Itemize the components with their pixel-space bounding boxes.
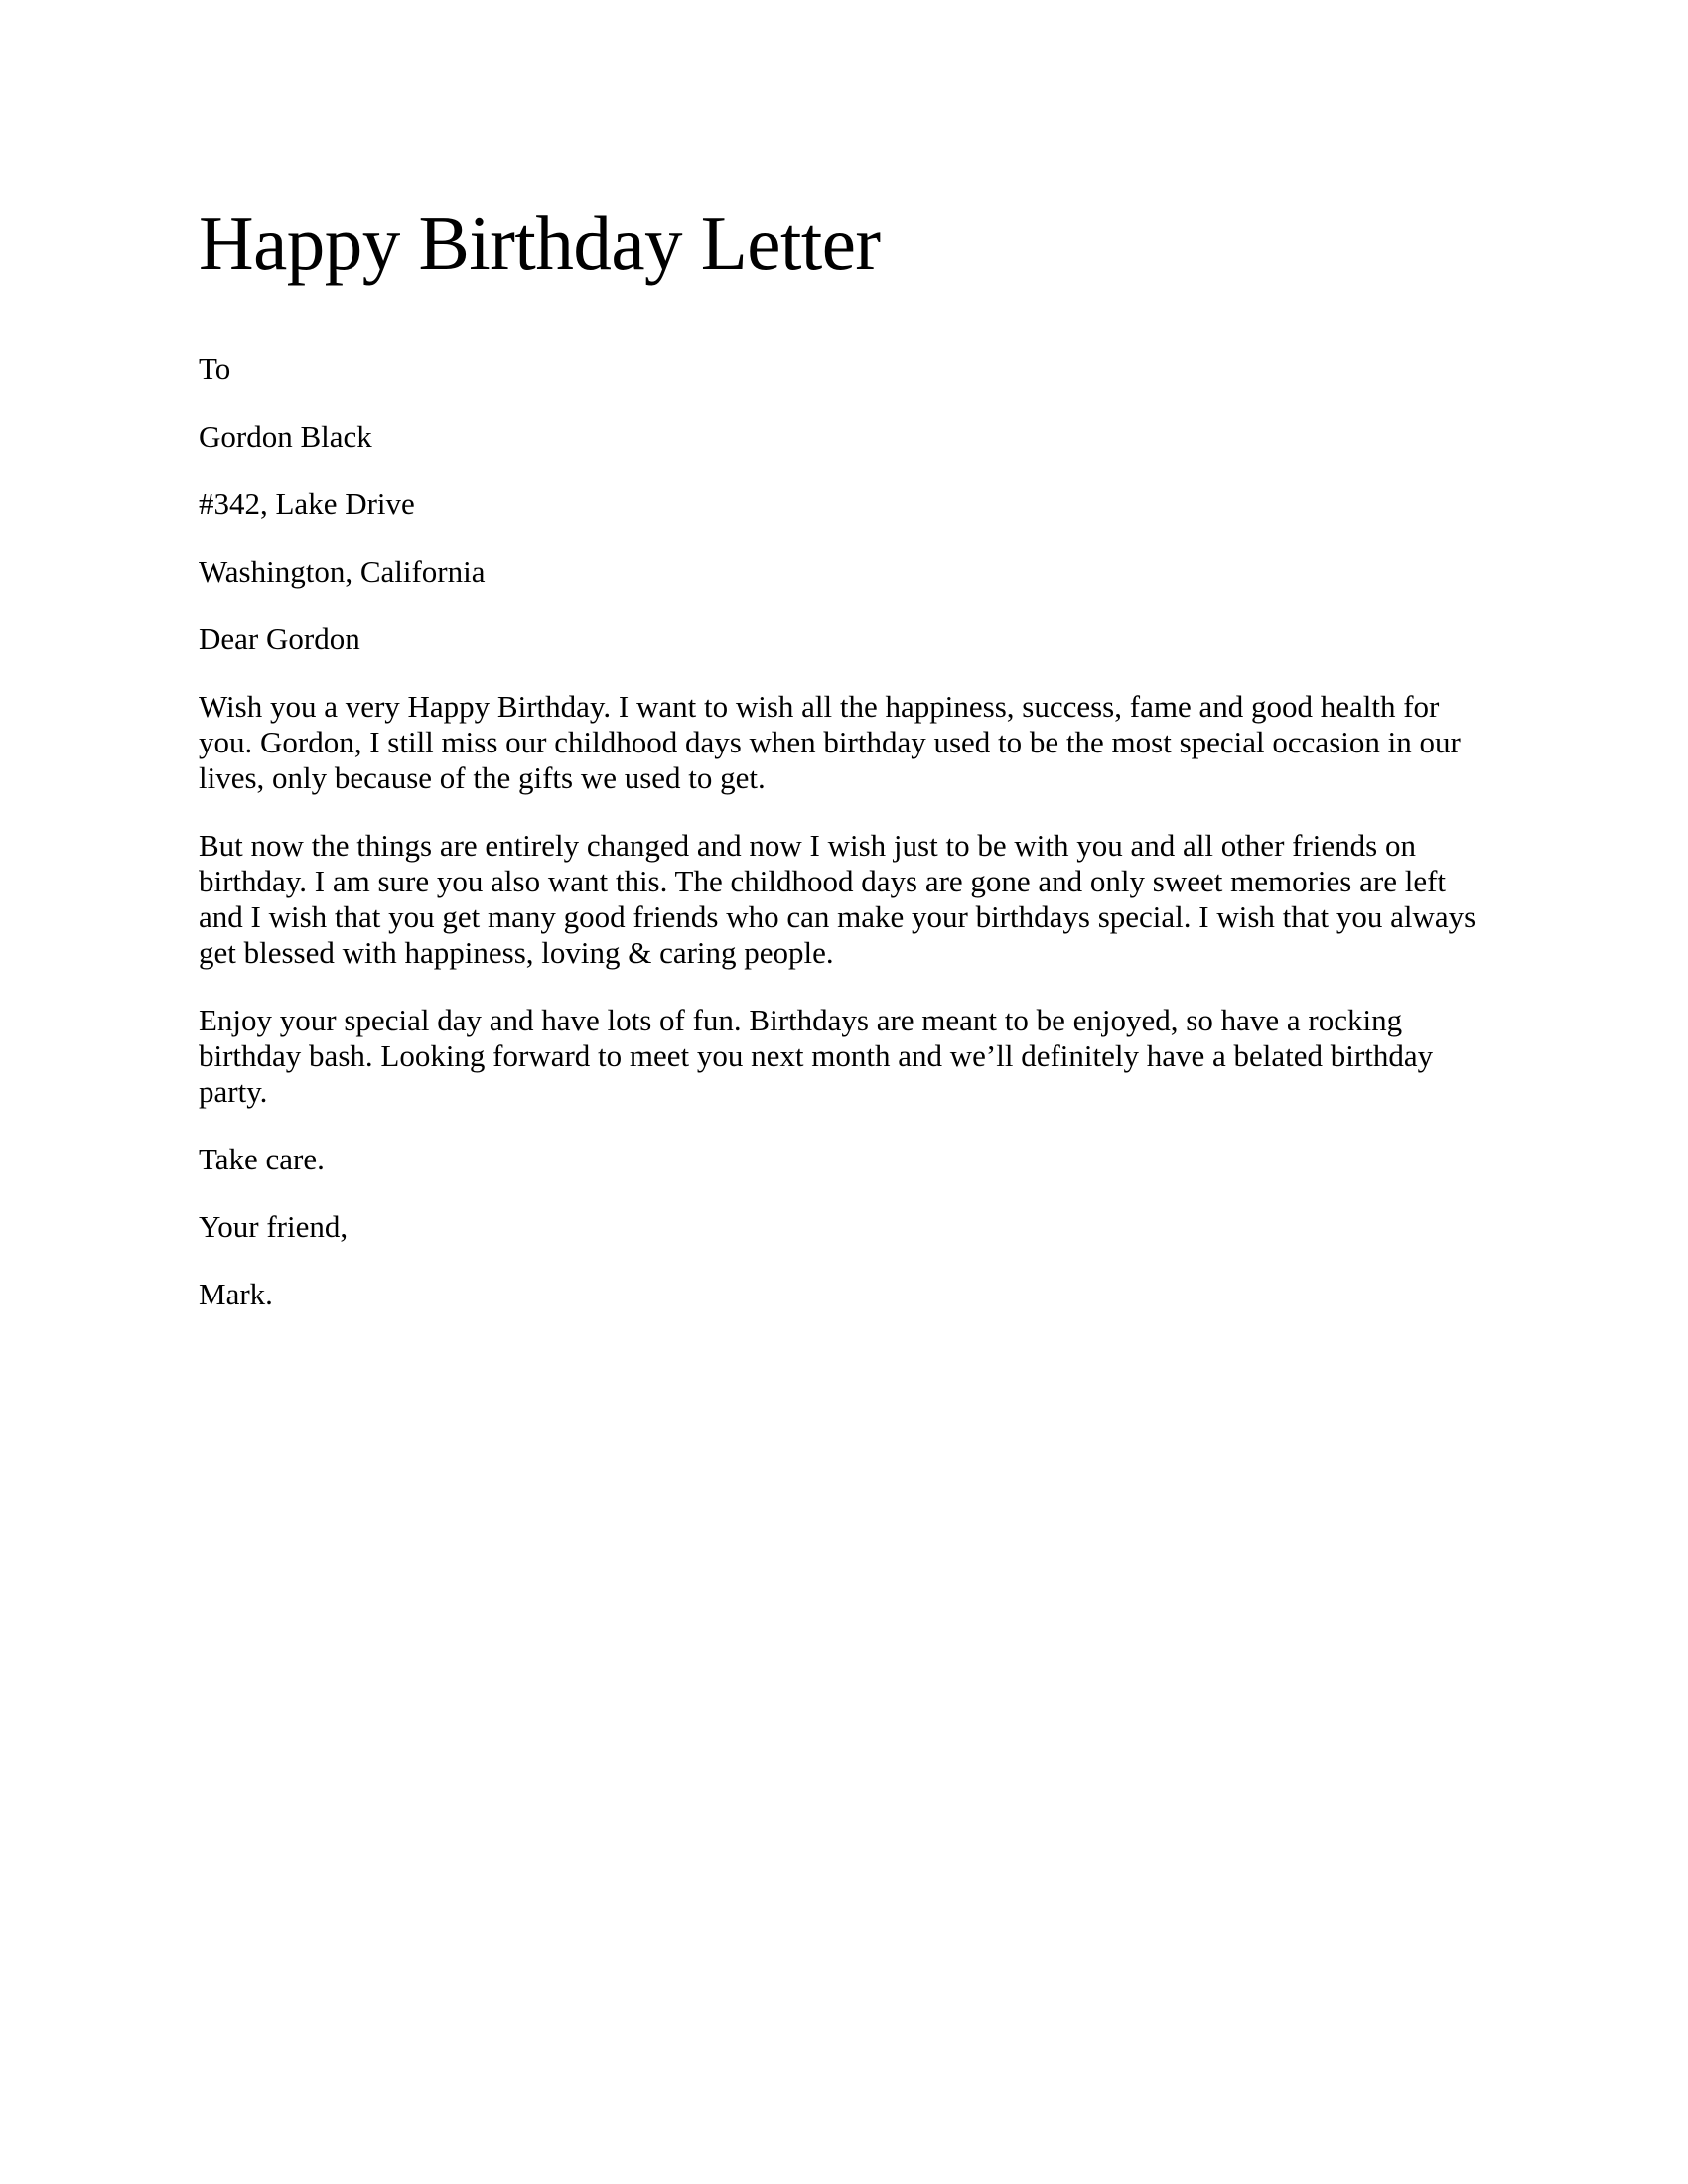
sign-off: Your friend,	[199, 1209, 349, 1244]
letter-title: Happy Birthday Letter	[199, 201, 881, 286]
signature: Mark.	[199, 1277, 273, 1311]
body-paragraph: Enjoy your special day and have lots of fun. Birthdays are meant to be enjoyed, so have a rocking birthday bash. Looking forward to meet you next month and we’ll definitely have a belated birthday party.	[199, 1003, 1434, 1109]
recipient-city: Washington, California	[199, 554, 486, 589]
recipient-street: #342, Lake Drive	[199, 486, 415, 521]
closing-line: Take care.	[199, 1142, 325, 1176]
letter-content	[199, 199, 1489, 1312]
body-paragraph: Wish you a very Happy Birthday. I want to wish all the happiness, success, fame and good health for you. Gordon, I still miss our childhood days when birthday used to be the most special occasion in our lives, only because of the gifts we used to get.	[199, 689, 1461, 795]
to-label: To	[199, 351, 231, 386]
body-paragraph: But now the things are entirely changed and now I wish just to be with you and all other friends on birthday. I am sure you also want this. The childhood days are gone and only sweet memories are left and I wish that you get many good friends who can make your birthdays special. I wish that you always get blessed with happiness, loving & caring people.	[199, 828, 1477, 970]
salutation: Dear Gordon	[199, 621, 360, 656]
recipient-name: Gordon Black	[199, 419, 372, 454]
